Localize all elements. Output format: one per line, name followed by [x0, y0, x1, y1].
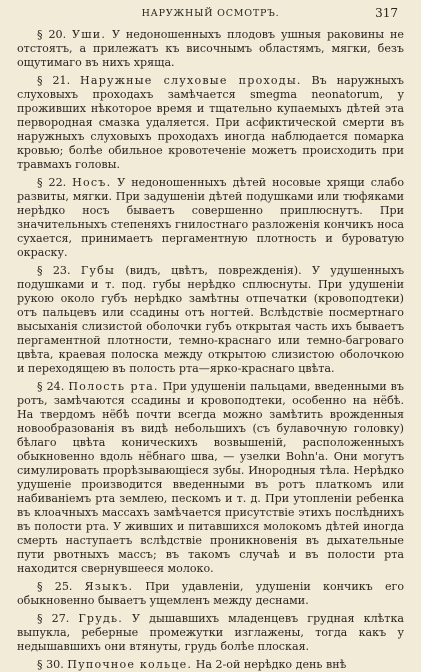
section-number: § 27. [37, 612, 70, 625]
section-number: § 20. [37, 28, 67, 41]
section-heading: Языкъ. [84, 580, 134, 593]
section-text: На 2-ой нерѣдко день внѣ [195, 658, 347, 671]
section-number: § 30. [37, 658, 64, 671]
section-number: § 22. [37, 176, 67, 189]
paragraph-nose [17, 176, 404, 260]
section-number: § 23. [37, 264, 71, 277]
paragraph-lips [17, 264, 404, 376]
paragraph-tongue [17, 580, 404, 608]
paragraph-mouth [17, 380, 404, 576]
section-number: § 25. [37, 580, 73, 593]
paragraph-ears [17, 28, 404, 70]
paragraph-ear-canals [17, 74, 404, 172]
section-text: При удушеніи пальцами, введенными въ ротъ, замѣчаются ссадины и кровоподтеки, особенно на нёбѣ. На твердомъ нёбѣ почти всегда можно замѣтить врожденныя новообразованія въ видѣ небольшихъ (съ булавочную головку) бѣлаго цвѣта коническихъ возвышеній, расположенныхъ обыкновенно вдоль нёбнаго шва, — узелки Bohn'a. Они могутъ симулировать прорѣзывающіеся зубы. Инородныя тѣла. Нерѣдко удушеніе производится введенными въ ротъ платкомъ или набиваніемъ рта землею, пескомъ и т. д. При утопленіи ребенка въ клоачныхъ массахъ замѣчается присутствіе этихъ послѣднихъ въ полости рта. У живших и питавшихся молокомъ дѣтей иногда смерть наступаетъ вслѣдствіе проникновенія въ дыхательные пути рвотныхъ массъ; въ такомъ случаѣ и въ полости рта находится свернувшееся молоко. [17, 380, 404, 575]
section-heading: Грудь. [78, 612, 123, 625]
section-text: Въ наружныхъ слуховыхъ проходахъ замѣчается smegma neonatorum, у проживших нѣкоторое время и тщательно купаемыхъ дѣтей эта первородная смазка удаляется. При асфиктической смерти въ наружныхъ слуховыхъ проходахъ иногда наблюдается помарка кровью; болѣе обильное кровотеченіе можетъ происходить при травмахъ головы. [17, 74, 404, 171]
paragraph-umbilical-ring [17, 658, 404, 672]
section-text: У дышавшихъ младенцевъ грудная клѣтка выпукла, реберные промежутки изглажены, тогда какъ у недышавшихъ они втянуты, грудь болѣе плоская. [17, 612, 404, 653]
section-text: При удавленіи, удушеніи кончикъ его обыкновенно бываетъ ущемленъ между деснами. [17, 580, 404, 607]
running-title: НАРУЖНЫЙ ОСМОТРЪ. [141, 8, 280, 19]
section-number: § 24. [37, 380, 65, 393]
paragraph-chest [17, 612, 404, 654]
section-heading: Губы [80, 264, 116, 277]
section-text: У недоношенныхъ дѣтей носовые хрящи слабо развиты, мягки. При задушеніи дѣтей подушками или тюфяками нерѣдко носъ бываетъ совершенно приплюснутъ. При значительныхъ степеняхъ гнилостнаго разложенія кончикъ носа сухается, принимаетъ пергаментную плотность и буроватую окраску. [17, 176, 404, 259]
section-number: § 21. [37, 74, 71, 87]
section-text: (видъ, цвѣтъ, поврежденія). У удушенныхъ подушками и т. под. губы нерѣдко сплюснуты. При удушеніи рукою около губъ нерѣдко замѣтны отпечатки (кровоподтеки) отъ пальцевъ или ссадины отъ ногтей. Вслѣдствіе посмертнаго высыханія слизистой оболочки губъ открытая часть ихъ бываетъ пергаментной плотности, темно-краснаго или темно-багроваго цвѣта, краевая полоска между открытою слизистою оболочкою и переходящею въ полость рта—ярко-краснаго цвѣта. [17, 264, 405, 375]
section-heading: Носъ. [72, 176, 112, 189]
section-heading: Наружные слуховые проходы. [80, 74, 302, 87]
page-number: 317 [375, 6, 398, 20]
page-header [17, 6, 404, 24]
section-heading: Пупочное кольце. [67, 658, 193, 671]
section-heading: Уши. [72, 28, 107, 41]
section-heading: Полость рта. [68, 380, 159, 393]
section-text: У недоношенныхъ плодовъ ушныя раковины не отстоятъ, а прилежатъ къ височнымъ областямъ, мягки, безъ ощутимаго въ нихъ хряща. [17, 28, 404, 69]
